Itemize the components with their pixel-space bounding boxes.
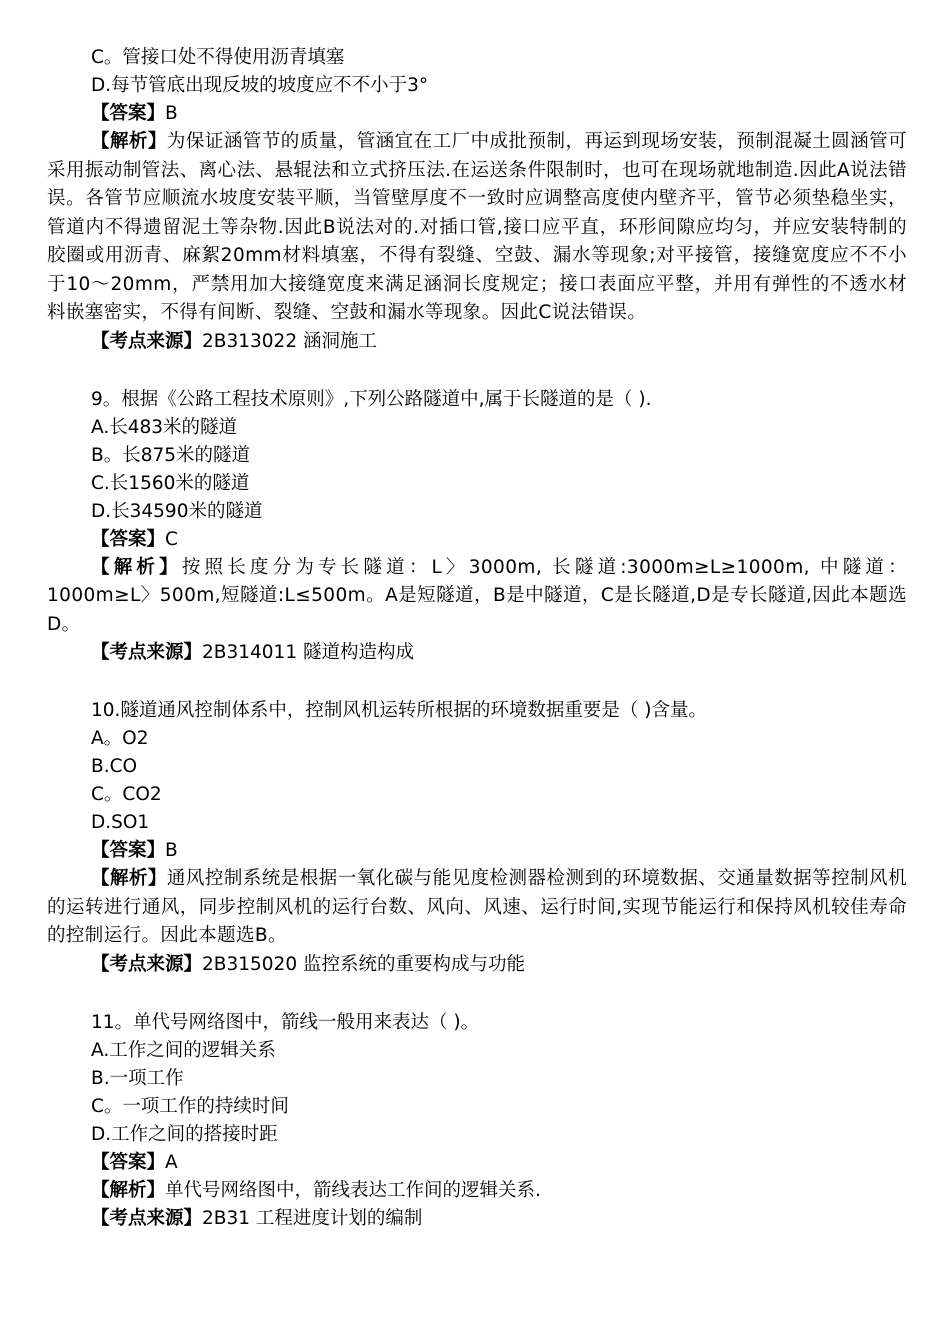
- question-9-option-b: B。长875米的隧道: [91, 444, 251, 466]
- question-10-analysis: [47, 865, 907, 951]
- source-text: 2B315020 监控系统的重要构成与功能: [202, 953, 525, 975]
- document-page: [47, 44, 907, 1233]
- analysis-text: 单代号网络图中，箭线表达工作间的逻辑关系.: [165, 1179, 541, 1201]
- answer-tag: 【答案】: [91, 103, 166, 124]
- question-10-stem: 10.隧道通风控制体系中，控制风机运转所根据的环境数据重要是（ )含量。: [91, 700, 708, 721]
- answer-value: B: [165, 103, 178, 124]
- spacer: [47, 979, 907, 1009]
- question-11-stem: 11。单代号网络图中，箭线一般用来表达（ )。: [91, 1011, 480, 1033]
- answer-value: B: [165, 840, 178, 861]
- question-10-option-c: C。CO2: [91, 784, 162, 805]
- answer-tag: 【答案】: [91, 840, 166, 861]
- source-tag: 【考点来源】: [91, 1207, 203, 1229]
- analysis-text: 通风控制系统是根据一氧化碳与能见度检测器检测到的环境数据、交通量数据等控制风机的运转进行通风，同步控制风机的运行台数、风向、风速、运行时间,实现节能运行和保持风机较佳寿命的控制运行。因此本题选B。: [47, 868, 907, 946]
- question-11-source-line: [47, 1205, 907, 1233]
- source-text: 2B313022 涵洞施工: [202, 330, 377, 352]
- question-9-answer-line: [47, 526, 907, 554]
- answer-value: A: [165, 1151, 178, 1173]
- source-tag: 【考点来源】: [91, 953, 203, 975]
- analysis-text: 为保证涵管节的质量，管涵宜在工厂中成批预制，再运到现场安装，预制混凝土圆涵管可采用振动制管法、离心法、悬辊法和立式挤压法.在运送条件限制时，也可在现场就地制造.因此A说法错误。各管节应顺流水坡度安装平顺，当管壁厚度不一致时应调整高度使内壁齐平，管节必须垫稳坐实，管道内不得遗留泥土等杂物.因此B说法对的.对插口管,接口应平直，环形间隙应均匀，并应安装特制的胶圈或用沥青、麻絮20mm材料填塞，不得有裂缝、空鼓、漏水等现象;对平接管，接缝宽度应不不小于10～20mm，严禁用加大接缝宽度来满足涵洞长度规定；接口表面应平整，并用有弹性的不透水材料嵌塞密实，不得有间断、裂缝、空鼓和漏水等现象。因此C说法错误。: [47, 131, 907, 323]
- question-10-option-a: A。O2: [91, 728, 149, 749]
- question-9-source-line: [47, 639, 907, 667]
- question-10-option-d: D.SO1: [91, 812, 150, 833]
- analysis-tag: 【解析】: [91, 131, 167, 152]
- question-9-option-c: C.长1560米的隧道: [91, 472, 250, 494]
- question-11-answer-line: [47, 1149, 907, 1177]
- question-10-option-b: B.CO: [91, 756, 138, 777]
- source-text: 2B314011 隧道构造构成: [202, 642, 414, 663]
- question-9-analysis: [47, 554, 907, 640]
- spacer: [47, 667, 907, 697]
- question-10-source-line: [47, 951, 907, 979]
- answer-tag: 【答案】: [91, 1151, 166, 1173]
- question-11-option-c: C。一项工作的持续时间: [91, 1095, 289, 1117]
- question-11-option-d: D.工作之间的搭接时距: [91, 1123, 278, 1145]
- analysis-paragraph: [47, 128, 907, 328]
- option-c: C。管接口处不得使用沥青填塞: [91, 47, 345, 68]
- question-9-stem: 9。根据《公路工程技术原则》,下列公路隧道中,属于长隧道的是（ ).: [91, 388, 652, 410]
- source-line: [47, 328, 907, 356]
- answer-tag: 【答案】: [91, 528, 166, 550]
- source-text: 2B31 工程进度计划的编制: [202, 1207, 423, 1229]
- analysis-text: 按照长度分为专长隧道：L〉3000m, 长隧道:3000m≥L≥1000m, 中隧道：1000m≥L〉500m,短隧道:L≤500m。A是短隧道，B是中隧道，C是长隧道,D是专长隧道,因此本题选D。: [47, 556, 907, 635]
- question-9-option-a: A.长483米的隧道: [91, 416, 238, 438]
- source-tag: 【考点来源】: [91, 642, 203, 663]
- option-d: D.每节管底出现反坡的坡度应不不小于3°: [91, 75, 429, 96]
- spacer: [47, 356, 907, 386]
- analysis-tag: 【解析】: [91, 868, 167, 889]
- question-11-option-b: B.一项工作: [91, 1067, 184, 1089]
- analysis-tag: 【解析】: [91, 556, 182, 578]
- source-tag: 【考点来源】: [91, 330, 203, 352]
- answer-value: C: [165, 528, 178, 550]
- question-11-option-a: A.工作之间的逻辑关系: [91, 1039, 276, 1061]
- analysis-tag: 【解析】: [91, 1179, 166, 1201]
- answer-line: [47, 100, 907, 128]
- question-9-option-d: D.长34590米的隧道: [91, 500, 263, 522]
- question-10-answer-line: [47, 837, 907, 865]
- question-11-analysis: [47, 1177, 907, 1205]
